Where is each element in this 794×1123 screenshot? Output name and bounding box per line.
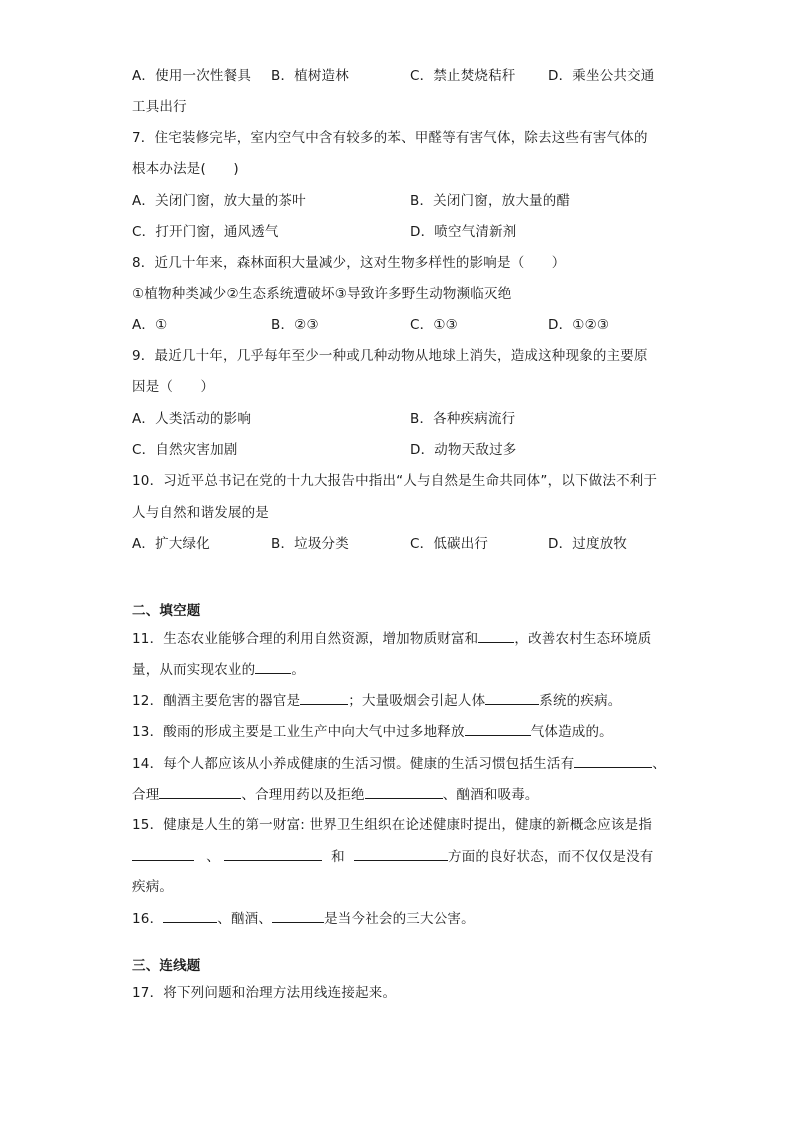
q11-blank-2 [255, 660, 291, 674]
q7-stem-line1: 7．住宅装修完毕，室内空气中含有较多的苯、甲醛等有害气体，除去这些有害气体的 [132, 130, 648, 146]
q14-text-e: 、酗酒和吸毒。 [442, 787, 539, 803]
q12-blank-1 [300, 691, 348, 705]
q9-option-b: B．各种疾病流行 [410, 411, 516, 427]
q15-text-b: 和 [331, 849, 345, 865]
q7-stem-line2: 根本办法是( ) [132, 161, 239, 177]
q12-text-b: ；大量吸烟会引起人体 [348, 693, 486, 709]
q7-option-b: B．关闭门窗，放大量的醋 [410, 193, 571, 209]
section-heading-fill-in: 二、填空题 [132, 603, 201, 619]
q14-text-c: 合理 [132, 787, 160, 803]
q8-option-c: C．①③ [410, 317, 458, 333]
q14-text-a: 14．每个人都应该从小养成健康的生活习惯。健康的生活习惯包括生活有 [132, 756, 575, 772]
q16-blank-1 [163, 909, 217, 923]
q13-line [132, 722, 613, 741]
q12-text-a: 12．酗酒主要危害的器官是 [132, 693, 301, 709]
q6-option-c: C．禁止焚烧秸秆 [410, 68, 516, 84]
q9-option-c: C．自然灾害加剧 [132, 442, 238, 458]
q12-blank-2 [485, 691, 539, 705]
q15-text-c: 方面的良好状态，而不仅仅是没有 [448, 849, 654, 865]
q8-stem-line2: ①植物种类减少②生态系统遭破坏③导致许多野生动物濒临灭绝 [132, 286, 512, 302]
q8-option-d: D．①②③ [548, 317, 610, 333]
q11-text-b: ，改善农村生态环境质 [514, 631, 652, 647]
q12-line [132, 691, 621, 710]
q9-stem-line1: 9．最近几十年，几乎每年至少一种或几种动物从地球上消失，造成这种现象的主要原 [132, 348, 648, 364]
q14-blank-1 [574, 754, 652, 768]
q12-text-c: 系统的疾病。 [539, 693, 622, 709]
q10-option-c: C．低碳出行 [410, 536, 489, 552]
q9-option-a: A．人类活动的影响 [132, 411, 252, 427]
q16-text-a: 16． [132, 911, 164, 927]
q11-line2 [132, 660, 305, 679]
q11-text-c: 量，从而实现农业的 [132, 662, 256, 678]
q15-line2 [132, 847, 654, 866]
q7-option-d: D．喷空气清新剂 [410, 224, 517, 240]
q8-stem-line1: 8．近几十年来，森林面积大量减少，这对生物多样性的影响是（ ） [132, 255, 566, 271]
section-heading-matching: 三、连线题 [132, 958, 201, 974]
q7-option-c: C．打开门窗，通风透气 [132, 224, 279, 240]
q15-blank-3 [354, 847, 448, 861]
q7-option-a: A．关闭门窗，放大量的茶叶 [132, 193, 306, 209]
q13-text-b: 气体造成的。 [530, 724, 613, 740]
q14-line2 [132, 785, 539, 804]
q10-option-a: A．扩大绿化 [132, 536, 210, 552]
q14-line1 [132, 754, 666, 773]
q6-option-b: B．植树造林 [271, 68, 349, 84]
q14-blank-3 [365, 785, 443, 799]
q6-option-d: D．乘坐公共交通 [548, 68, 655, 84]
q16-text-b: 、酗酒、 [217, 911, 273, 927]
q11-text-d: 。 [291, 662, 306, 678]
q10-option-d: D．过度放牧 [548, 536, 628, 552]
q15-blank-2 [224, 847, 322, 861]
q10-option-b: B．垃圾分类 [271, 536, 349, 552]
q16-line [132, 909, 475, 928]
q14-text-b: 、 [652, 756, 666, 772]
q9-stem-line2: 因是（ ） [132, 379, 215, 395]
q13-blank [465, 722, 531, 736]
q11-blank-1 [478, 629, 514, 643]
q6-option-a: A．使用一次性餐具 [132, 68, 252, 84]
q14-text-d: 、合理用药以及拒绝 [241, 787, 365, 803]
q11-line1 [132, 629, 651, 648]
q15-blank-1 [132, 847, 194, 861]
q8-option-b: B．②③ [271, 317, 319, 333]
q9-option-d: D．动物天敌过多 [410, 442, 517, 458]
q15-line1: 15．健康是人生的第一财富: 世界卫生组织在论述健康时提出，健康的新概念应该是指 [132, 817, 653, 833]
q15-text-a: 、 [206, 849, 220, 865]
q8-option-a: A．① [132, 317, 168, 333]
q6-option-d-continuation: 工具出行 [132, 99, 187, 115]
q13-text-a: 13．酸雨的形成主要是工业生产中向大气中过多地释放 [132, 724, 465, 740]
q10-stem-line1: 10．习近平总书记在党的十九大报告中指出“人与自然是生命共同体”，以下做法不利于 [132, 473, 658, 489]
q11-text-a: 11．生态农业能够合理的利用自然资源，增加物质财富和 [132, 631, 479, 647]
q10-stem-line2: 人与自然和谐发展的是 [132, 505, 269, 521]
q15-line3: 疾病。 [132, 879, 174, 895]
q17-line: 17．将下列问题和治理方法用线连接起来。 [132, 985, 397, 1001]
q16-text-c: 是当今社会的三大公害。 [324, 911, 475, 927]
q14-blank-2 [159, 785, 241, 799]
q16-blank-2 [272, 909, 324, 923]
